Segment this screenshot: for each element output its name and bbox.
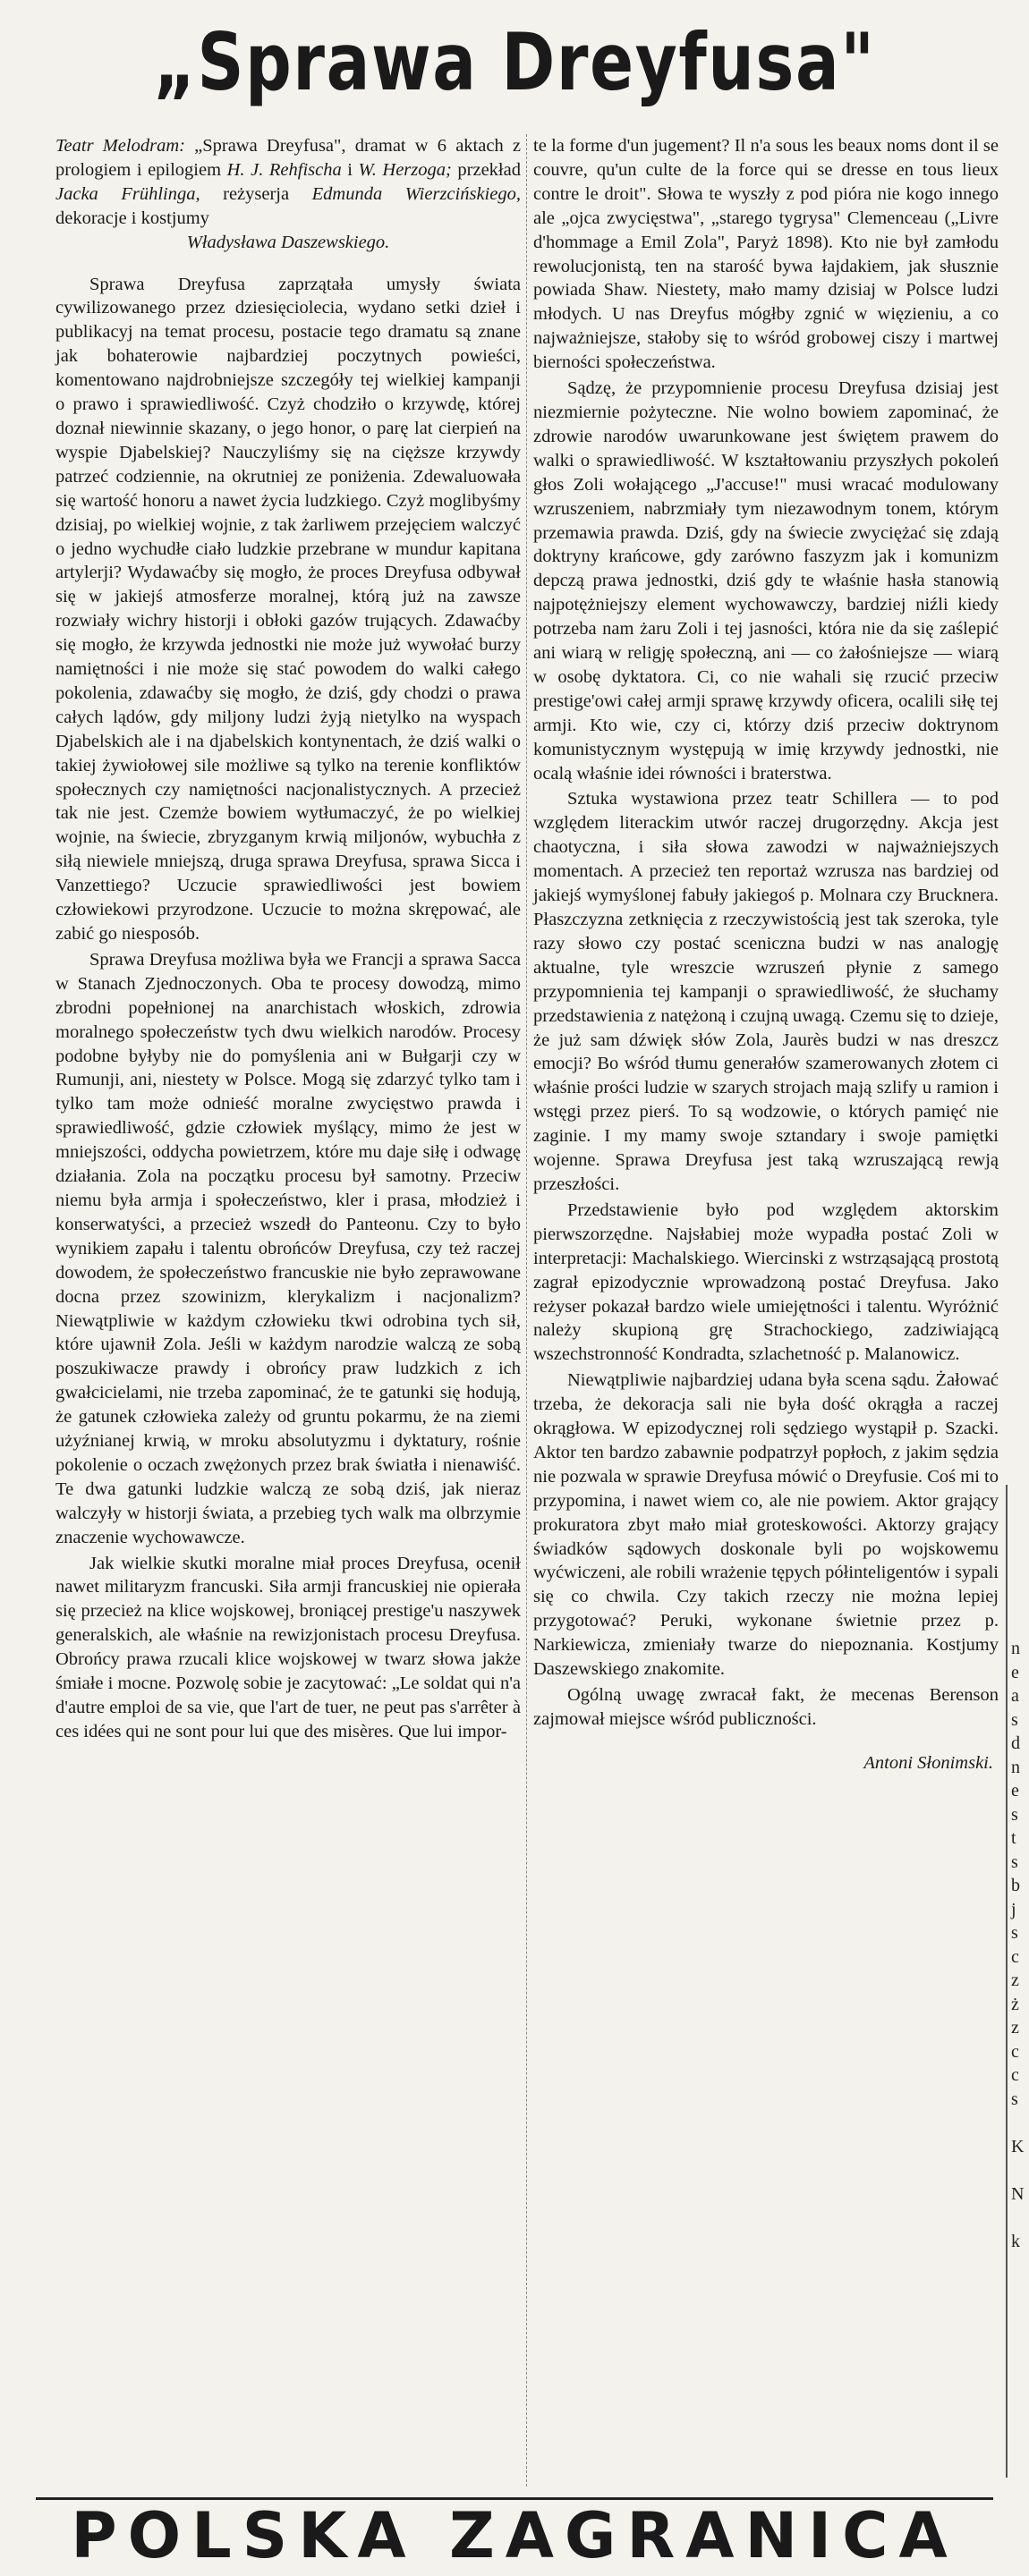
cut-text-fragment: d [1011, 1733, 1020, 1753]
cut-text-fragment: e [1011, 1662, 1019, 1682]
cut-text-fragment [1011, 2158, 1029, 2182]
cut-text-fragment [1011, 2206, 1029, 2230]
paragraph: Przedstawienie było pod względem aktorskim pierwszorzędne. Najsłabiej może wypadła postać Zoli w interpretacji: Machalskiego. Wiercinski z wstrząsającą prostotą zagrał epizodycznie wprowadzoną postać Dreyfusa. Jako reżyser pokazał bardzo wiele umiejętności i talentu. Wyróżnić należy skupioną grę Strachockiego, zadziwiającą wszechstronność Kondradta, szlachetność p. Malanowicz. [533, 1199, 999, 1365]
cut-text-fragment: j [1011, 1899, 1016, 1919]
credits-text: „Sprawa Dreyfusa", dramat w 6 aktach z prologiem i epilogiem [55, 136, 521, 180]
paragraph: Ogólną uwagę zwracał fakt, że mecenas Berenson zajmował miejsce wśród publiczności. [533, 1685, 999, 1729]
cut-text-fragment: ż [1011, 1994, 1019, 2014]
cut-text-fragment: s [1011, 2089, 1018, 2109]
paragraph: Sądzę, że przypomnienie procesu Dreyfusa dzisiaj jest niezmiernie pożyteczne. Nie wolno bowiem zapominać, że zdrowie narodów uwarunkowane jest świętem prawem do walki o sprawiedliwość. W kształtowaniu przyszłych pokoleń głos Zoli wołającego „J'accuse!" musi wracać modulowany wzruszeniem, nabrzmiały tym niezawodnym tonem, którym przemawia prawda. Dziś, gdy na świecie zwyciężać się zdają doktryny krańcowe, gdy zarówno faszyzm jak i komunizm depczą prawa jednostki, dziś gdy te właśnie hasła stanowią najpotężniejszy element wychowawczy, bardziej niźli kiedy potrzeba nam żaru Zoli i tej jasności, która nie da się zaślepić ani wiarą w religję społeczną, ani — co żałośniejsze — wiarą w osobę dyktatora. Ci, co nie wahali się rzucić przeciw prestige'owi całej armji sprawę krzywdy oficera, ocalili siłę tej armji. Kto wie, czy ci, którzy dziś przeciw doktrynom komunistycznym występują w imię krzywdy jednostki, nie ocalą właśnie idei równości i braterstwa. [533, 378, 999, 784]
cut-text-fragment: z [1011, 1970, 1019, 1990]
next-section-title: POLSKA ZAGRANICA [71, 2499, 958, 2572]
adjacent-column-rule [1006, 1485, 1008, 2478]
paragraph: Jak wielkie skutki moralne miał proces Dreyfusa, ocenił nawet militaryzm francuski. Siła armji francuskiej nie opierała się przecież na klice wojskowej, broniącej prestige'u naszywek generalskich, ale właśnie na rewizjonistach procesu Dreyfusa. Obrońcy prawa rzucali klice wojskowej w twarz słowa jakże śmiałe i mocne. Pozwolę sobie je zacytować: „Le soldat qui n'a d'autre emploi de sa vie, que l'art de tuer, ne peut pas s'arrêter à ces idées qui ne sont pour lui que des misères. Que lui impor- [55, 1553, 522, 1741]
cut-text-fragment: a [1011, 1686, 1019, 1706]
cut-text-fragment [1011, 2111, 1029, 2135]
cut-text-fragment: n [1011, 1757, 1020, 1777]
designer-name: Władysława Daszewskiego. [186, 232, 390, 252]
cut-text-fragment: e [1011, 1781, 1019, 1801]
cut-text-fragment: n [1011, 1639, 1020, 1658]
cut-text-fragment: b [1011, 1876, 1020, 1895]
director-name: Edmunda Wierzcińskiego, [311, 183, 521, 204]
cut-text-fragment: s [1011, 1852, 1018, 1872]
article-headline: „Sprawa Dreyfusa" [153, 16, 876, 108]
cut-text-fragment: s [1011, 1709, 1018, 1730]
column-divider [526, 134, 527, 2487]
paragraph: Sprawa Dreyfusa zaprzątała umysły świata cywilizowanego przez dziesięciolecia, wydano setki dzieł i publikacyj na temat procesu, postacie tego dramatu są znane jak bohaterowie najbardziej poczytnych powieści, komentowano najdrobniejsze szczegóły tej wielkiej kampanji o prawo i sprawiedliwość. Czyż chodziło o krzywdę, której doznał niewinnie skazany, o jego honor, o parę lat cierpień na wyspie Djabelskiej? Nauczyliśmy się na cięższe krzywdy patrzeć codziennie, na okrutniej ze poniżenia. Zdewaluowała się wartość honoru a nawet życia ludzkiego. Czyż moglibyśmy dzisiaj, po wielkiej wojnie, z tak żarliwem przejęciem walczyć o jedno wychudłe ciało ludzkie przebrane w mundur kapitana artylerji? Wydawaćby się mogło, że proces Dreyfusa odbywał się w jakiejś atmosferze moralnej, którą już na zawsze rozwiały wichry historji i obłoki gazów trujących. Zdawaćby się mogło, że krzywda jednostki nie może już wywołać burzy namiętności i nie może się stać powodem do walki całego pokolenia, zdawaćby się mogło, że dziś, gdy chodzi o prawa całych lądów, gdy miljony ludzi żyją nietylko na wyspach Djabelskich ale i na djabelskich kontynentach, że dziś walki o takiej żywiołowej sile możliwe są tylko na terenie konfliktów społecznych czy namiętności nacjonalistycznych. A przecież tak nie jest. Czemże bowiem wytłumaczyć, że po wielkiej wojnie, na świecie, zbryzganym krwią miljonów, wybuchła z siłą niewiele mniejszą, druga sprawa Dreyfusa, sprawa Sicca i Vanzettiego? Uczucie sprawiedliwości jest bowiem człowiekowi przyrodzone. Uczucie to można skrępować, ale zabić go niesposób. [55, 274, 521, 944]
article-column-left [55, 134, 521, 1744]
cut-text-fragment: t [1011, 1828, 1016, 1848]
credits-text: reżyserja [200, 183, 312, 204]
article-column-right [533, 134, 999, 1775]
production-credits [55, 134, 521, 255]
cut-text-fragment: N [1011, 2183, 1025, 2204]
credits-text: i [341, 159, 359, 180]
adjacent-column-cut-text [1011, 1637, 1029, 2253]
author-name-2: W. Herzoga; [358, 159, 452, 180]
cut-text-fragment: c [1011, 2065, 1019, 2085]
cut-text-fragment: s [1011, 1804, 1018, 1825]
paragraph: Sprawa Dreyfusa możliwa była we Francji a sprawa Sacca w Stanach Zjednoczonych. Oba te procesy dowodzą, mimo zbrodni popełnionej na anarchistach włoskich, zdrowia moralnego społeczeństw tych dwu wielkich narodów. Procesy podobne byłyby nie do pomyślenia ani w Bułgarji czy w Rumunji, ani, niestety w Polsce. Mogą się zdarzyć tylko tam i tylko tam może odnieść moralne zwycięstwo prawda i sprawiedliwość, gdzie człowiek myślący, mimo że jest w mniejszości, oddycha powietrzem, które mu daje siłę i odwagę działania. Zola na początku procesu był samotny. Przeciw niemu była armja i społeczeństwo, kler i prasa, młodzież i konserwatyści, a przecież wszedł do Panteonu. Czy to było wynikiem zapału i talentu obrońców Dreyfusa, czy też raczej dowodem, że społeczeństwo francuskie nie było zeprawowane docna przez szowinizm, klerykalizm i nacjonalizm? Niewątpliwie w każdym człowieku tkwi odrobina tych sił, które ujawnił Zola. Jeśli w każdym narodzie walczą ze sobą poszukiwacze prawdy i obrońcy praw ludzkich z ich gwałcicielami, nie trzeba zapominać, że te gatunki się hodują, że gatunek człowieka zależy od gruntu pokarmu, że na ziemi użyźnianej krwią, w mroku absolutyzmu i dyktatury, rośnie pokolenie o oczach zwężonych przez brak światła i nienawiść. Te dwa gatunki ludzkie walczą ze sobą dziś, jak nieraz walczyły w historji świata, a przebieg tych walk ma olbrzymie znaczenie wychowawcze. [55, 949, 521, 1547]
translator-name: Jacka Frühlinga, [55, 183, 200, 204]
cut-text-fragment: k [1011, 2231, 1020, 2251]
credits-text: przekład [451, 159, 521, 180]
cut-text-fragment: c [1011, 2041, 1019, 2062]
paragraph: te la forme d'un jugement? Il n'a sous les beaux noms dont il se couvre, qu'un culte de la force qui se dresse en tous lieux contre le droit". Słowa te wyszły z pod pióra nie kogo innego ale „ojca zwycięstwa", „starego tygrysa" Clemenceau („Livre d'hommage a Emil Zola", Paryż 1898). Kto nie był zamłodu rewolucjonistą, ten na starość bywa łajdakiem, jak słusznie powiada Shaw. Niestety, mało mamy dzisiaj w Polsce ludzi młodych. U nas Dreyfus mógłby zgnić w więzieniu, a co najważniejsze, stałoby się to wśród grobowej ciszy i martwej bierności społeczeństwa. [533, 136, 999, 373]
theatre-name: Teatr Melodram: [55, 136, 185, 156]
cut-text-fragment: c [1011, 1946, 1019, 1967]
author-signature: Antoni Słonimski. [863, 1752, 993, 1773]
cut-text-fragment: s [1011, 1923, 1018, 1943]
paragraph: Niewątpliwie najbardziej udana była scena sądu. Żałować trzeba, że dekoracja sali nie była dość okrągła a raczej okrągłowa. W epizodycznej roli sędziego wystąpił p. Szacki. Aktor ten bardzo zabawnie podpatrzył popłoch, z jakim sędzia nie pozwala w sprawie Dreyfusa mówić o Dreyfusie. Coś mi to przypomina, i nawet wiem co, ale nie powiem. Aktor grający prokuratora zbyt mało miał groteskowości. Aktorzy grający świadków sądowych doskonale byli po wojskowemu wyćwiczeni, ale robili wrażenie tępych półinteligentów i sypali się co chwila. Czy takich rzeczy nie można lepiej przygotować? Peruki, wykonane świetnie przez p. Narkiewicza, zmieniały twarze do niepoznania. Kostjumy Daszewskiego znakomite. [533, 1370, 999, 1680]
cut-text-fragment: K [1011, 2136, 1025, 2157]
author-name: H. J. Rehfischa [226, 159, 342, 180]
credits-text: dekoracje i kostjumy [55, 208, 209, 228]
paragraph: Sztuka wystawiona przez teatr Schillera — to pod względem literackim utwór raczej drugorzędny. Akcja jest chaotyczna, i siła słowa zawodzi w najważniejszych momentach. A przecież ten reportaż wzrusza nas bardziej od jakiejś wymyślonej fabuły jakiegoś p. Molnara czy Brucknera. Płaszczyzna zetknięcia z rzeczywistością jest tak szeroka, tyle razy słowo czy postać sceniczna budzi w nas analogję aktualne, tyle wreszcie wzruszeń płynie z samego przypomnienia tej kampanji o sprawiedliwość, że słuchamy przedstawienia z natężoną i czujną uwagą. Czemu się to dzieje, że już sam dźwięk słów Zola, Jaurès budzi w nas dreszcz emocji? Bo wśród tłumu generałów szamerowanych złotem ci właśnie prości ludzie w szarych strojach mają szlify u ramion i wstęgi przez pierś. To są wodzowie, o których pamięć nie zaginie. I my mamy swoje sztandary i swoje pamiętki wojenne. Sprawa Dreyfusa jest taką wzruszającą rewją przeszłości. [533, 789, 999, 1194]
cut-text-fragment: z [1011, 2018, 1019, 2038]
